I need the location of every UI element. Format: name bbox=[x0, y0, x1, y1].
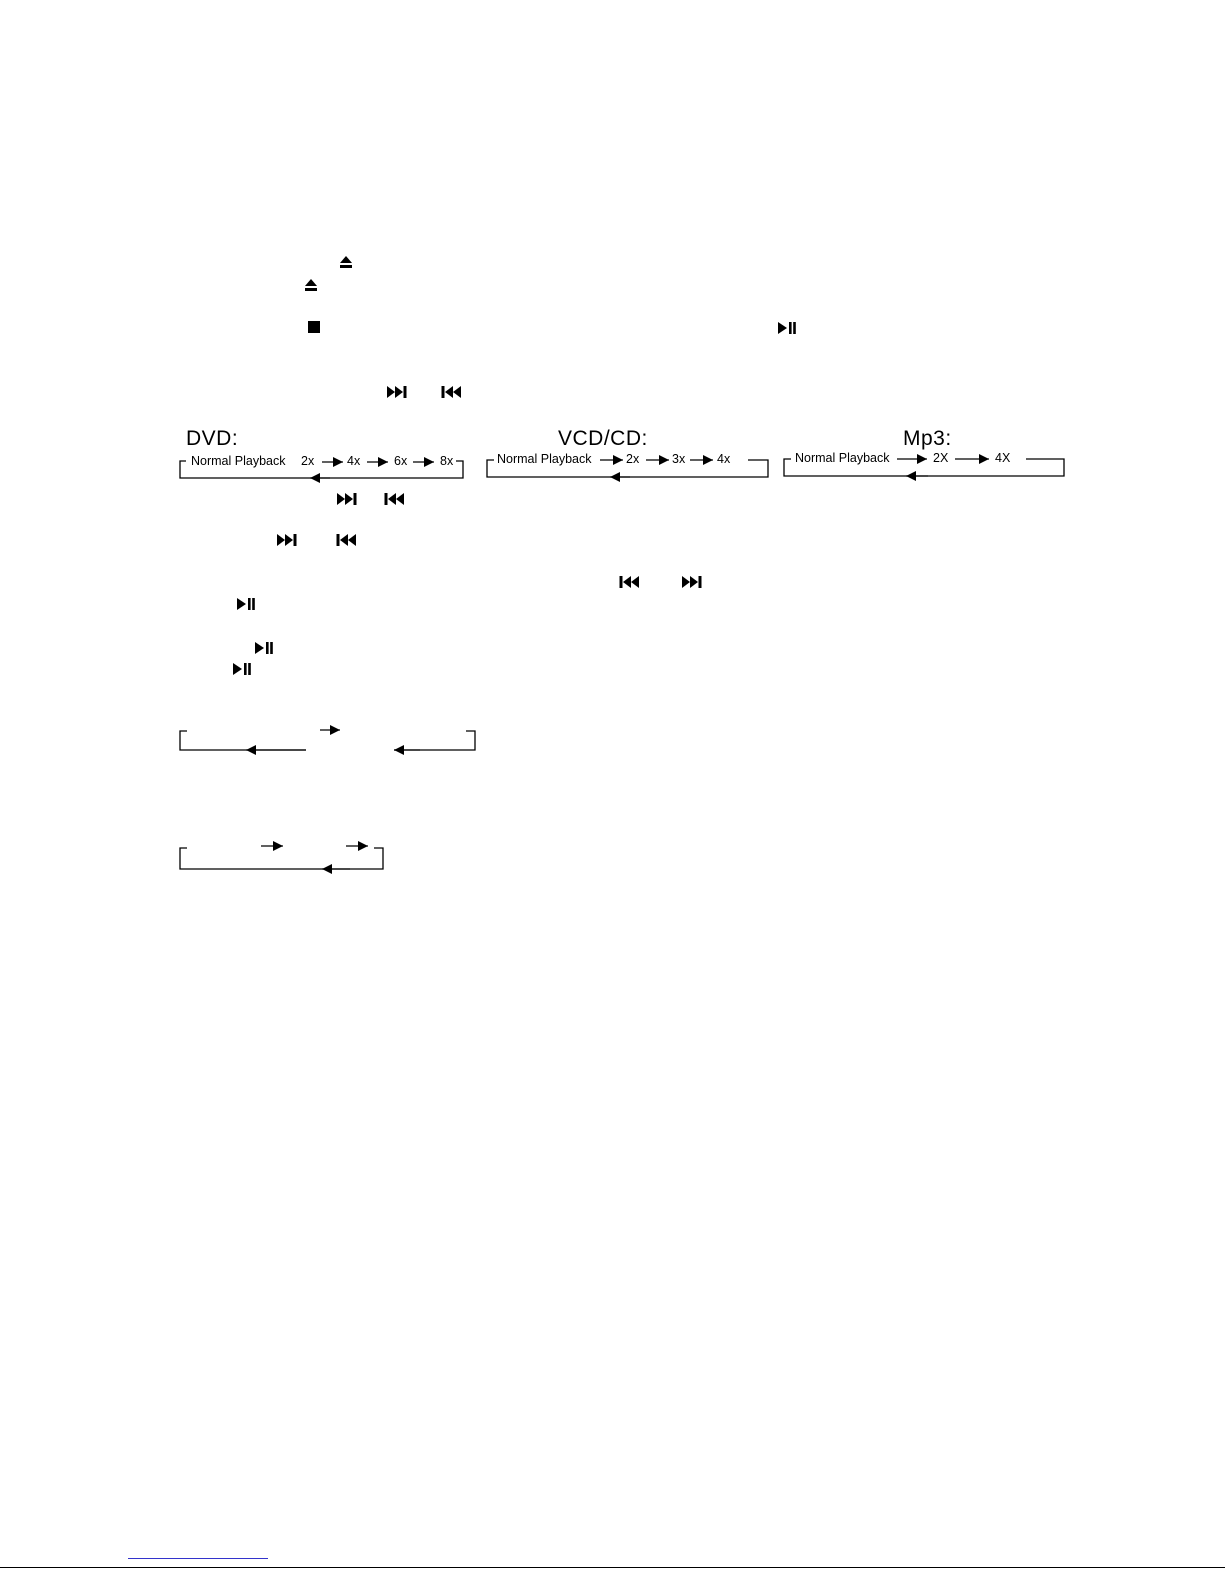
dvd-speed-label: 4x bbox=[347, 454, 361, 468]
next-track-icon bbox=[337, 493, 357, 505]
mp3-heading: Mp3: bbox=[903, 427, 952, 450]
repeat-cycle-loop bbox=[180, 730, 475, 750]
vcd-cd-speed-label: Normal Playback bbox=[497, 452, 592, 466]
previous-track-icon bbox=[384, 493, 404, 505]
dvd-speed-label: 2x bbox=[301, 454, 315, 468]
next-track-icon bbox=[277, 534, 297, 546]
page-bottom-rule bbox=[0, 1567, 1225, 1568]
next-track-icon bbox=[682, 576, 702, 588]
vcd-cd-heading: VCD/CD: bbox=[558, 427, 648, 450]
mp3-speed-label: 4X bbox=[995, 451, 1011, 465]
play-pause-icon bbox=[255, 642, 273, 654]
dvd-speed-label: 6x bbox=[394, 454, 408, 468]
dvd-speed-label: Normal Playback bbox=[191, 454, 286, 468]
previous-track-icon bbox=[619, 576, 639, 588]
dvd-heading: DVD: bbox=[186, 427, 239, 450]
vcd-cd-speed-label: 3x bbox=[672, 452, 686, 466]
mp3-speed-label: Normal Playback bbox=[795, 451, 890, 465]
footer-link-underline[interactable] bbox=[128, 1558, 268, 1559]
play-pause-icon bbox=[233, 663, 251, 675]
vcd-cd-speed-label: 2x bbox=[626, 452, 640, 466]
dvd-speed-label: 8x bbox=[440, 454, 454, 468]
vcd-cd-speed-label: 4x bbox=[717, 452, 731, 466]
repeat-cycle-loop bbox=[180, 846, 383, 869]
previous-track-icon bbox=[336, 534, 356, 546]
play-pause-icon bbox=[237, 598, 255, 610]
mp3-speed-label: 2X bbox=[933, 451, 949, 465]
